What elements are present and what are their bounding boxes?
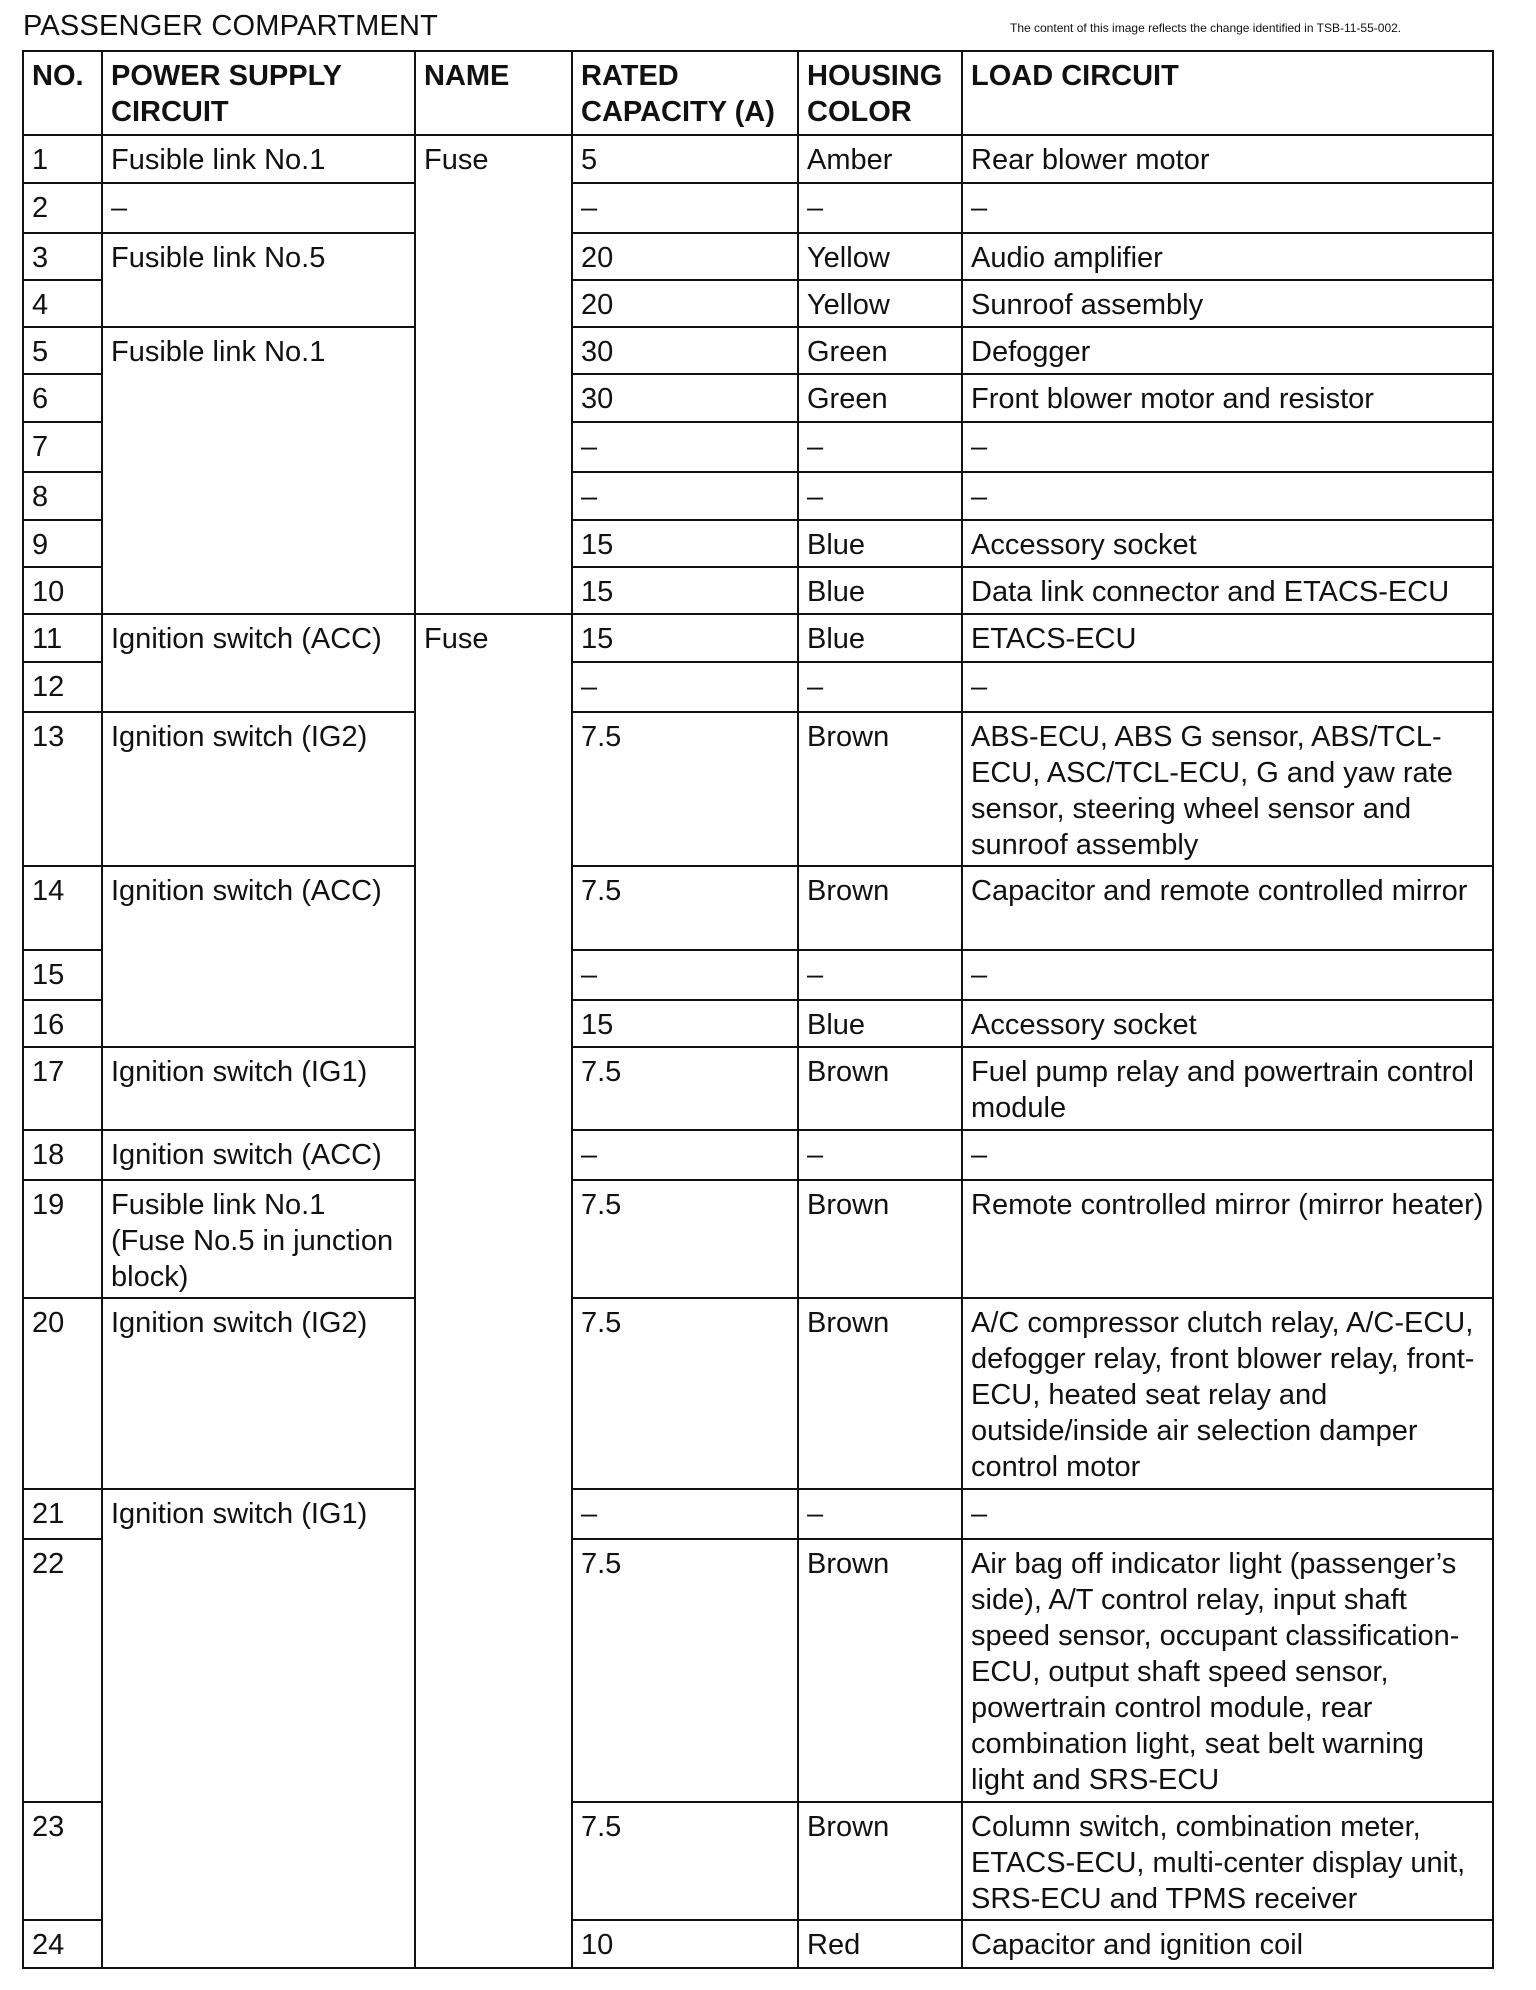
power-supply-circuit: Ignition switch (IG1) — [102, 1047, 415, 1130]
fuse-number: 12 — [23, 662, 102, 712]
rated-capacity: 15 — [572, 520, 798, 567]
rated-capacity: – — [572, 1130, 798, 1180]
load-circuit: – — [962, 950, 1493, 1000]
fuse-number: 9 — [23, 520, 102, 567]
housing-color: Blue — [798, 520, 962, 567]
table-row — [23, 1298, 1493, 1489]
fuse-number: 7 — [23, 422, 102, 472]
housing-color: Red — [798, 1920, 962, 1968]
load-circuit: Sunroof assembly — [962, 280, 1493, 327]
housing-color: – — [798, 422, 962, 472]
rated-capacity: 7.5 — [572, 866, 798, 950]
rated-capacity: 7.5 — [572, 1802, 798, 1920]
housing-color: Brown — [798, 1539, 962, 1802]
table-header-row — [23, 51, 1493, 135]
rated-capacity: – — [572, 950, 798, 1000]
header-name: NAME — [415, 51, 572, 135]
housing-color: – — [798, 183, 962, 233]
fuse-number: 11 — [23, 614, 102, 662]
fuse-number: 4 — [23, 280, 102, 327]
housing-color: Blue — [798, 614, 962, 662]
power-supply-circuit: Ignition switch (ACC) — [102, 866, 415, 1047]
housing-color: Blue — [798, 567, 962, 614]
rated-capacity: 30 — [572, 327, 798, 374]
rated-capacity: 15 — [572, 614, 798, 662]
rated-capacity: 20 — [572, 233, 798, 280]
housing-color: Brown — [798, 866, 962, 950]
table-row — [23, 866, 1493, 950]
load-circuit: A/C compressor clutch relay, A/C-ECU, defogger relay, front blower relay, front-ECU, heated seat relay and outside/inside air selection damper control motor — [962, 1298, 1493, 1489]
rated-capacity: 15 — [572, 567, 798, 614]
rated-capacity: – — [572, 472, 798, 520]
fuse-number: 3 — [23, 233, 102, 280]
rated-capacity: 7.5 — [572, 1298, 798, 1489]
power-supply-circuit: Ignition switch (ACC) — [102, 1130, 415, 1180]
rated-capacity: 7.5 — [572, 1539, 798, 1802]
fuse-number: 1 — [23, 135, 102, 183]
fuse-number: 10 — [23, 567, 102, 614]
header-rated-capacity: RATED CAPACITY (A) — [572, 51, 798, 135]
fuse-number: 22 — [23, 1539, 102, 1802]
power-supply-circuit: Ignition switch (IG2) — [102, 1298, 415, 1489]
rated-capacity: – — [572, 1489, 798, 1539]
table-row — [23, 233, 1493, 280]
load-circuit: Audio amplifier — [962, 233, 1493, 280]
load-circuit: Accessory socket — [962, 1000, 1493, 1047]
fuse-number: 20 — [23, 1298, 102, 1489]
housing-color: – — [798, 662, 962, 712]
power-supply-circuit: Ignition switch (IG1) — [102, 1489, 415, 1968]
fuse-number: 15 — [23, 950, 102, 1000]
housing-color: Brown — [798, 1802, 962, 1920]
rated-capacity: 7.5 — [572, 1047, 798, 1130]
housing-color: Green — [798, 374, 962, 422]
table-row — [23, 183, 1493, 233]
table-row — [23, 135, 1493, 183]
power-supply-circuit: Fusible link No.1 — [102, 135, 415, 183]
load-circuit: Column switch, combination meter, ETACS-ECU, multi-center display unit, SRS-ECU and TPMS receiver — [962, 1802, 1493, 1920]
power-supply-circuit: Ignition switch (ACC) — [102, 614, 415, 712]
load-circuit: Data link connector and ETACS-ECU — [962, 567, 1493, 614]
load-circuit: Rear blower motor — [962, 135, 1493, 183]
load-circuit: Remote controlled mirror (mirror heater) — [962, 1180, 1493, 1298]
power-supply-circuit: – — [102, 183, 415, 233]
housing-color: Amber — [798, 135, 962, 183]
load-circuit: ETACS-ECU — [962, 614, 1493, 662]
load-circuit: Front blower motor and resistor — [962, 374, 1493, 422]
power-supply-circuit: Ignition switch (IG2) — [102, 712, 415, 866]
fuse-number: 2 — [23, 183, 102, 233]
revision-note: The content of this image reflects the change identified in TSB-11-55-002. — [1010, 21, 1402, 35]
housing-color: Brown — [798, 1180, 962, 1298]
load-circuit: ABS-ECU, ABS G sensor, ABS/TCL-ECU, ASC/TCL-ECU, G and yaw rate sensor, steering wheel sensor and sunroof assembly — [962, 712, 1493, 866]
rated-capacity: 7.5 — [572, 1180, 798, 1298]
housing-color: Brown — [798, 712, 962, 866]
load-circuit: – — [962, 662, 1493, 712]
power-supply-circuit: Fusible link No.1 (Fuse No.5 in junction block) — [102, 1180, 415, 1298]
rated-capacity: 5 — [572, 135, 798, 183]
page-title: PASSENGER COMPARTMENT — [23, 10, 439, 42]
table-row — [23, 1130, 1493, 1180]
load-circuit: Defogger — [962, 327, 1493, 374]
fuse-number: 5 — [23, 327, 102, 374]
header-power-supply-circuit: POWER SUPPLY CIRCUIT — [102, 51, 415, 135]
fuse-number: 14 — [23, 866, 102, 950]
header-no: NO. — [23, 51, 102, 135]
fuse-name: Fuse — [415, 135, 572, 614]
fuse-table — [22, 50, 1494, 1969]
rated-capacity: – — [572, 662, 798, 712]
rated-capacity: 10 — [572, 1920, 798, 1968]
housing-color: – — [798, 950, 962, 1000]
fuse-number: 24 — [23, 1920, 102, 1968]
rated-capacity: – — [572, 422, 798, 472]
load-circuit: Accessory socket — [962, 520, 1493, 567]
housing-color: Yellow — [798, 280, 962, 327]
housing-color: Brown — [798, 1047, 962, 1130]
table-row — [23, 614, 1493, 662]
load-circuit: Air bag off indicator light (passenger’s side), A/T control relay, input shaft speed sensor, occupant classification-ECU, output shaft speed sensor, powertrain control module, rear combination light, seat belt warning light and SRS-ECU — [962, 1539, 1493, 1802]
table-row — [23, 712, 1493, 866]
table-row — [23, 1489, 1493, 1539]
fuse-number: 17 — [23, 1047, 102, 1130]
table-row — [23, 1180, 1493, 1298]
housing-color: Green — [798, 327, 962, 374]
fuse-name: Fuse — [415, 614, 572, 1968]
housing-color: – — [798, 1130, 962, 1180]
rated-capacity: 15 — [572, 1000, 798, 1047]
fuse-number: 8 — [23, 472, 102, 520]
header-housing-color: HOUSING COLOR — [798, 51, 962, 135]
rated-capacity: 20 — [572, 280, 798, 327]
load-circuit: Capacitor and remote controlled mirror — [962, 866, 1493, 950]
fuse-number: 13 — [23, 712, 102, 866]
fuse-number: 18 — [23, 1130, 102, 1180]
table-row — [23, 327, 1493, 374]
housing-color: Brown — [798, 1298, 962, 1489]
load-circuit: – — [962, 422, 1493, 472]
power-supply-circuit: Fusible link No.5 — [102, 233, 415, 327]
load-circuit: – — [962, 1489, 1493, 1539]
housing-color: Blue — [798, 1000, 962, 1047]
table-body — [23, 135, 1493, 1968]
fuse-number: 16 — [23, 1000, 102, 1047]
power-supply-circuit: Fusible link No.1 — [102, 327, 415, 614]
fuse-number: 23 — [23, 1802, 102, 1920]
housing-color: Yellow — [798, 233, 962, 280]
fuse-number: 19 — [23, 1180, 102, 1298]
load-circuit: Capacitor and ignition coil — [962, 1920, 1493, 1968]
load-circuit: Fuel pump relay and powertrain control module — [962, 1047, 1493, 1130]
fuse-number: 21 — [23, 1489, 102, 1539]
load-circuit: – — [962, 183, 1493, 233]
table-row — [23, 1047, 1493, 1130]
rated-capacity: – — [572, 183, 798, 233]
rated-capacity: 30 — [572, 374, 798, 422]
housing-color: – — [798, 1489, 962, 1539]
load-circuit: – — [962, 472, 1493, 520]
rated-capacity: 7.5 — [572, 712, 798, 866]
fuse-number: 6 — [23, 374, 102, 422]
housing-color: – — [798, 472, 962, 520]
header-load-circuit: LOAD CIRCUIT — [962, 51, 1493, 135]
load-circuit: – — [962, 1130, 1493, 1180]
